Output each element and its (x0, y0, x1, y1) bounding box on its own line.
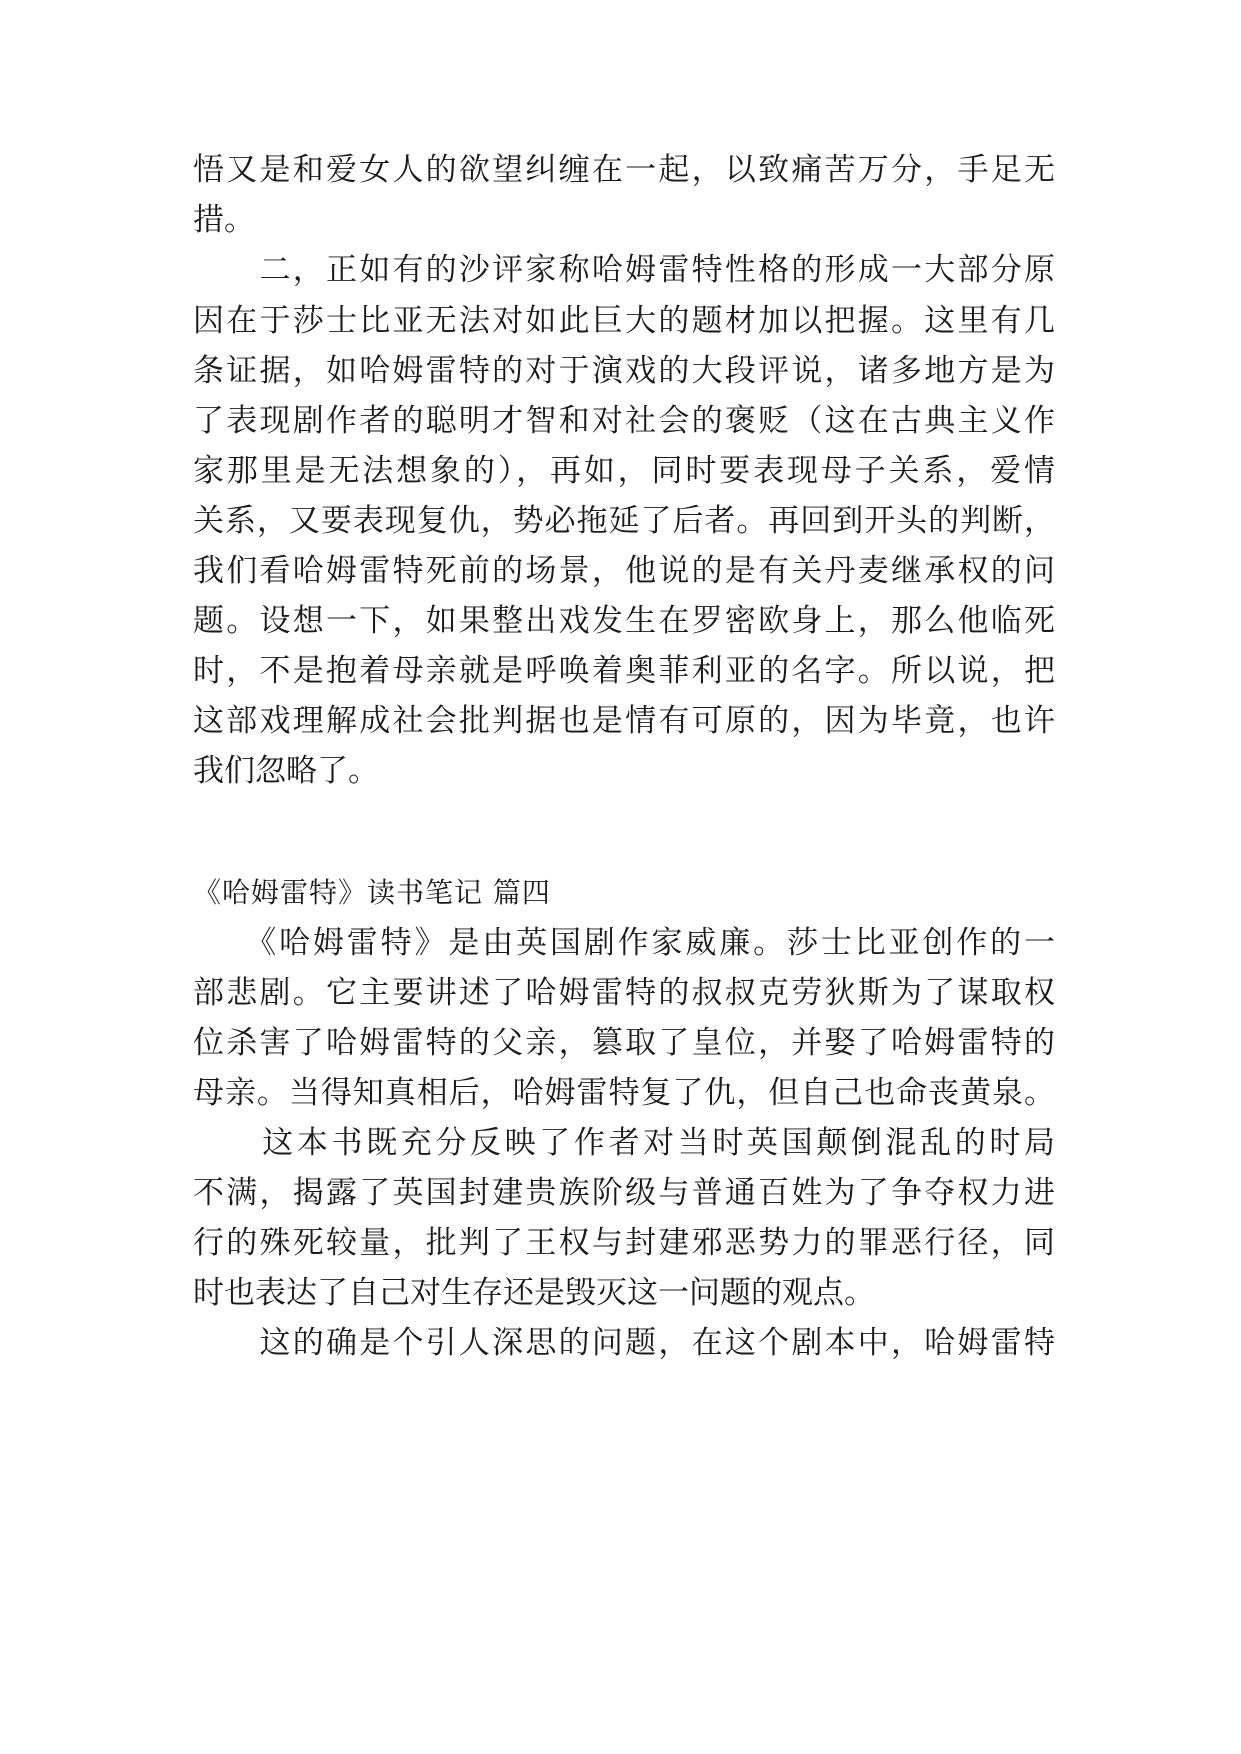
text-line: 二，正如有的沙评家称哈姆雷特性格的形成一大部分原 (193, 252, 1055, 288)
text-line: 我们看哈姆雷特死前的场景，他说的是有关丹麦继承权的问 (193, 553, 1055, 589)
text-line: 这的确是个引人深思的问题，在这个剧本中，哈姆雷特 (193, 1325, 1055, 1361)
text-line: 部悲剧。它主要讲述了哈姆雷特的叔叔克劳狄斯为了谋取权 (193, 975, 1055, 1011)
text-line: 题。设想一下，如果整出戏发生在罗密欧身上，那么他临死 (193, 603, 1055, 639)
text-line: 行的殊死较量，批判了王权与封建邪恶势力的罪恶行径，同 (193, 1225, 1055, 1261)
text-line: 时也表达了自己对生存还是毁灭这一问题的观点。 (193, 1275, 875, 1311)
text-line: 因在于莎士比亚无法对如此巨大的题材加以把握。这里有几 (193, 303, 1055, 339)
text-line: 措。 (193, 202, 255, 238)
text-line: 这部戏理解成社会批判据也是情有可原的，因为毕竟，也许 (193, 703, 1055, 739)
text-line: 了表现剧作者的聪明才智和对社会的褒贬（这在古典主义作 (193, 403, 1055, 439)
text-line: 位杀害了哈姆雷特的父亲，篡取了皇位，并娶了哈姆雷特的 (193, 1025, 1055, 1061)
text-line: 母亲。当得知真相后，哈姆雷特复了仇，但自己也命丧黄泉。 (193, 1075, 1055, 1111)
text-line: 我们忽略了。 (193, 753, 379, 789)
text-line: 时，不是抱着母亲就是呼唤着奥菲利亚的名字。所以说，把 (193, 653, 1055, 689)
text-line: 悟又是和爱女人的欲望纠缠在一起，以致痛苦万分，手足无 (193, 152, 1055, 188)
text-line: 《哈姆雷特》是由英国剧作家威廉。莎士比亚创作的一 (193, 925, 1055, 961)
text-line: 家那里是无法想象的），再如，同时要表现母子关系，爱情 (193, 453, 1055, 489)
text-line: 关系，又要表现复仇，势必拖延了后者。再回到开头的判断， (193, 503, 1055, 539)
text-line: 条证据，如哈姆雷特的对于演戏的大段评说，诸多地方是为 (193, 353, 1055, 389)
section-heading: 《哈姆雷特》读书笔记 篇四 (193, 876, 551, 909)
text-line: 不满，揭露了英国封建贵族阶级与普通百姓为了争夺权力进 (193, 1175, 1055, 1211)
text-line: 这本书既充分反映了作者对当时英国颠倒混乱的时局 (193, 1125, 1055, 1161)
